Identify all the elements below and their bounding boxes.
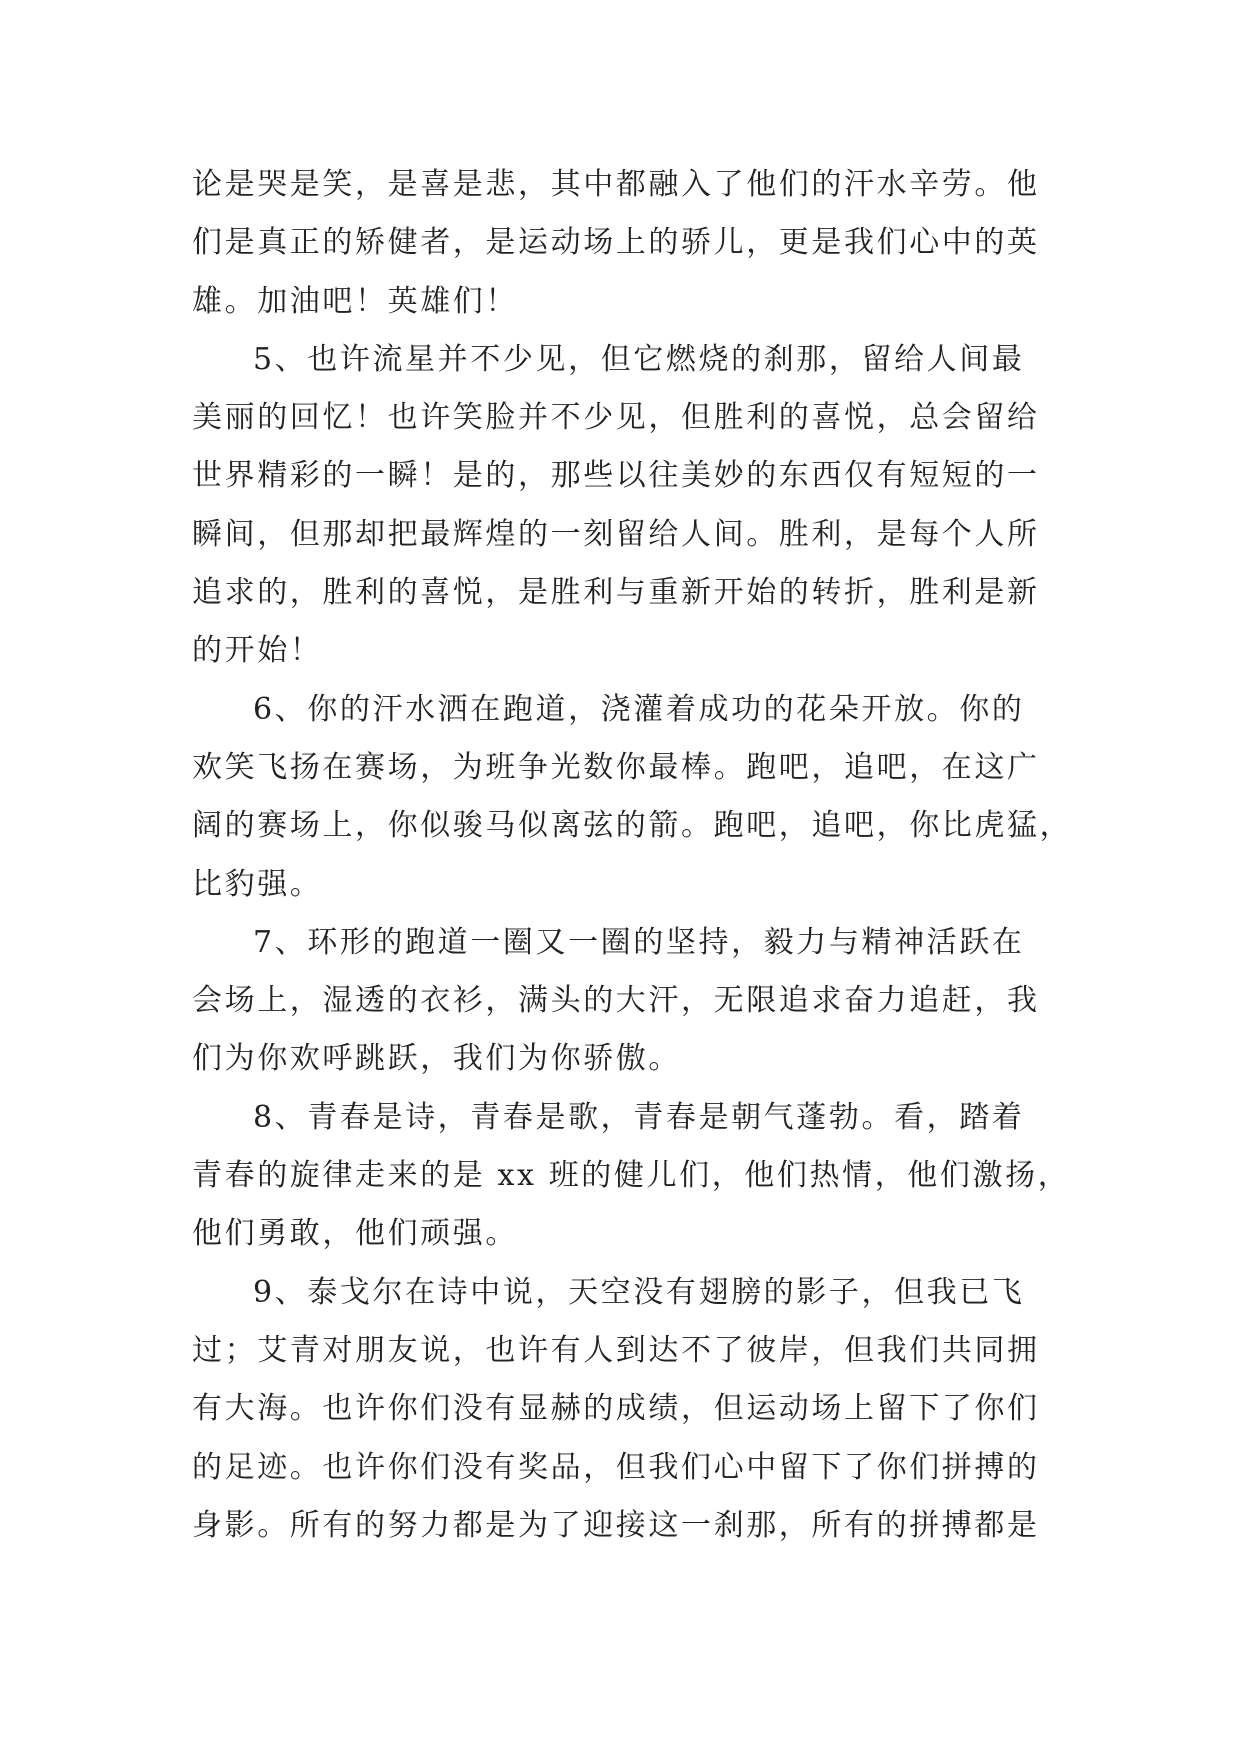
text-line: 世界精彩的一瞬！是的，那些以往美妙的东西仅有短短的一: [192, 458, 1040, 494]
text-line: 的开始！: [192, 633, 323, 669]
text-line: 瞬间，但那却把最辉煌的一刻留给人间。胜利，是每个人所: [192, 516, 1040, 552]
text-line: 过；艾青对朋友说，也许有人到达不了彼岸，但我们共同拥: [192, 1332, 1040, 1368]
paragraph-7-start: 7、环形的跑道一圈又一圈的坚持，毅力与精神活跃在: [253, 924, 1025, 960]
text-line: 欢笑飞扬在赛场，为班争光数你最棒。跑吧，追吧，在这广: [192, 749, 1040, 785]
text-line: 比豹强。: [192, 866, 323, 902]
paragraph-8-start: 8、青春是诗，青春是歌，青春是朝气蓬勃。看，踏着: [253, 1099, 1025, 1135]
text-line: 阔的赛场上，你似骏马似离弦的箭。跑吧，追吧，你比虎猛，: [192, 808, 1073, 844]
document-body: [192, 156, 1073, 1555]
text-line: 们为你欢呼跳跃，我们为你骄傲。: [192, 1041, 681, 1077]
text-line: 青春的旋律走来的是 xx 班的健儿们，他们热情，他们激扬，: [192, 1158, 1071, 1194]
text-line: 会场上，湿透的衣衫，满头的大汗，无限追求奋力追赶，我: [192, 983, 1040, 1019]
text-line: 们是真正的矫健者，是运动场上的骄儿，更是我们心中的英: [192, 225, 1040, 261]
text-line: 论是哭是笑，是喜是悲，其中都融入了他们的汗水辛劳。他: [192, 167, 1040, 202]
text-line: 他们勇敢，他们顽强。: [192, 1216, 518, 1252]
text-line: 美丽的回忆！也许笑脸并不少见，但胜利的喜悦，总会留给: [192, 400, 1040, 436]
text-line: 有大海。也许你们没有显赫的成绩，但运动场上留下了你们: [192, 1391, 1040, 1427]
paragraph-9-start: 9、泰戈尔在诗中说，天空没有翅膀的影子，但我已飞: [253, 1274, 1025, 1310]
text-line: 雄。加油吧！英雄们！: [192, 283, 518, 319]
paragraph-6-start: 6、你的汗水洒在跑道，浇灌着成功的花朵开放。你的: [253, 691, 1025, 727]
paragraph-5-start: 5、也许流星并不少见，但它燃烧的刹那，留给人间最: [253, 341, 1025, 377]
text-line: 的足迹。也许你们没有奖品，但我们心中留下了你们拼搏的: [192, 1449, 1040, 1485]
text-line: 身影。所有的努力都是为了迎接这一刹那，所有的拼搏都是: [192, 1507, 1040, 1543]
text-line: 追求的，胜利的喜悦，是胜利与重新开始的转折，胜利是新: [192, 575, 1040, 611]
